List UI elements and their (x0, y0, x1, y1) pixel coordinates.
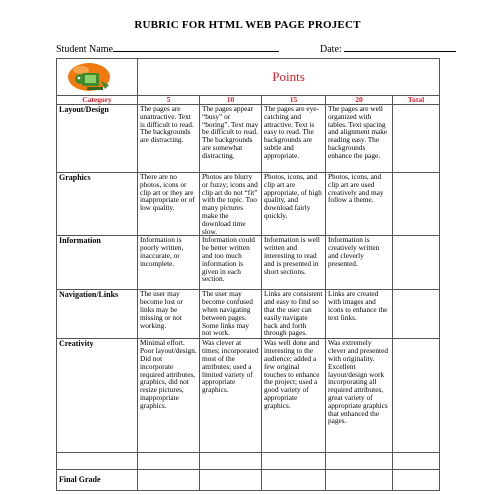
criterion-cell: The user may become confused when navigating between pages. Some links may not work. (200, 290, 262, 339)
criterion-cell: There are no photos, icons or clip art or they are inappropriate or of low quality. (138, 173, 200, 236)
column-header-total: Total (393, 96, 440, 105)
final-grade-total-cell (393, 470, 440, 491)
criterion-cell: Was extremely clever and presented with originality. Excellent layout/design work incorporating all required attributes, great variety of appropriate graphics that enhanced the pages. (326, 339, 393, 453)
criterion-cell: Information is poorly written, inaccurate, or incomplete. (138, 236, 200, 290)
total-cell (393, 339, 440, 453)
criterion-cell: Photos, icons, and clip art are appropriate, of high quality, and download fairly quickly. (262, 173, 326, 236)
total-cell (393, 290, 440, 339)
criterion-cell: Was clever at times; incorporated most of the attributes; used a limited variety of appropriate graphics. (200, 339, 262, 453)
date-line (320, 42, 456, 55)
date-label: Date: (320, 44, 342, 55)
category-label: Graphics (57, 173, 138, 236)
points-heading: Points (138, 59, 440, 96)
column-header-15: 15 (262, 96, 326, 105)
spacer-row (57, 453, 440, 470)
category-label: Creativity (57, 339, 138, 453)
criterion-cell: Minimal effort. Poor layout/design. Did not incorporate required attributes, graphics, did not resize pictures, inappropriate graphics. (138, 339, 200, 453)
rubric-row-information (57, 236, 440, 290)
date-blank (344, 42, 456, 52)
criterion-cell: Information is creatively written and cleverly presented. (326, 236, 393, 290)
criterion-cell: Information is well written and interesting to read and is presented in short sections. (262, 236, 326, 290)
rubric-row-layout (57, 105, 440, 173)
final-grade-cell (138, 470, 200, 491)
final-grade-row (57, 470, 440, 491)
spacer-cell (57, 453, 138, 470)
criterion-cell: Was well done and interesting to the audience; added a few original touches to enhance the project; used a good variety of appropriate graphics. (262, 339, 326, 453)
final-grade-cell (262, 470, 326, 491)
rubric-row-creativity (57, 339, 440, 453)
rubric-row-graphics (57, 173, 440, 236)
column-header-10: 10 (200, 96, 262, 105)
logo-row (57, 59, 440, 96)
final-grade-cell (200, 470, 262, 491)
computer-mascot-icon (65, 61, 117, 95)
criterion-cell: The pages are well organized with tables. Text spacing and alignment make reading easy. The backgrounds enhance the page. (326, 105, 393, 173)
column-header-category: Category (57, 96, 138, 105)
spacer-cell (200, 453, 262, 470)
logo-cell (57, 59, 138, 96)
category-label: Layout/Design (57, 105, 138, 173)
criterion-cell: Photos are blurry or fuzzy; icons and clip art do not “fit” with the topic. Too many pictures make the download time slow. (200, 173, 262, 236)
category-label: Navigation/Links (57, 290, 138, 339)
criterion-cell: The pages appear “busy” or “boring”. Text may be difficult to read. The backgrounds are somewhat distracting. (200, 105, 262, 173)
spacer-cell (262, 453, 326, 470)
criterion-cell: Links are created with images and icons to enhance the text links. (326, 290, 393, 339)
spacer-cell (138, 453, 200, 470)
column-header-row (57, 96, 440, 105)
rubric-row-navigation (57, 290, 440, 339)
column-header-20: 20 (326, 96, 393, 105)
criterion-cell: The pages are eye-catching and attractive. Text is easy to read. The backgrounds are subtle and appropriate. (262, 105, 326, 173)
spacer-cell (393, 453, 440, 470)
total-cell (393, 105, 440, 173)
rubric-table (56, 58, 440, 491)
spacer-cell (326, 453, 393, 470)
total-cell (393, 173, 440, 236)
total-cell (393, 236, 440, 290)
criterion-cell: Links are consistent and easy to find so that the user can easily navigate back and forth through pages. (262, 290, 326, 339)
student-name-label: Student Name (56, 44, 113, 55)
category-label: Information (57, 236, 138, 290)
student-name-blank (113, 42, 279, 52)
criterion-cell: The user may become lost or links may be missing or not working. (138, 290, 200, 339)
final-grade-cell (326, 470, 393, 491)
criterion-cell: Information could be better written and too much information is given in each section. (200, 236, 262, 290)
column-header-5: 5 (138, 96, 200, 105)
criterion-cell: The pages are unattractive. Text is difficult to read. The backgrounds are distracting. (138, 105, 200, 173)
criterion-cell: Photos, icons, and clip art are used creatively and may follow a theme. (326, 173, 393, 236)
student-name-line (56, 42, 279, 55)
document-title: RUBRIC FOR HTML WEB PAGE PROJECT (134, 19, 361, 31)
final-grade-label: Final Grade (57, 470, 138, 491)
